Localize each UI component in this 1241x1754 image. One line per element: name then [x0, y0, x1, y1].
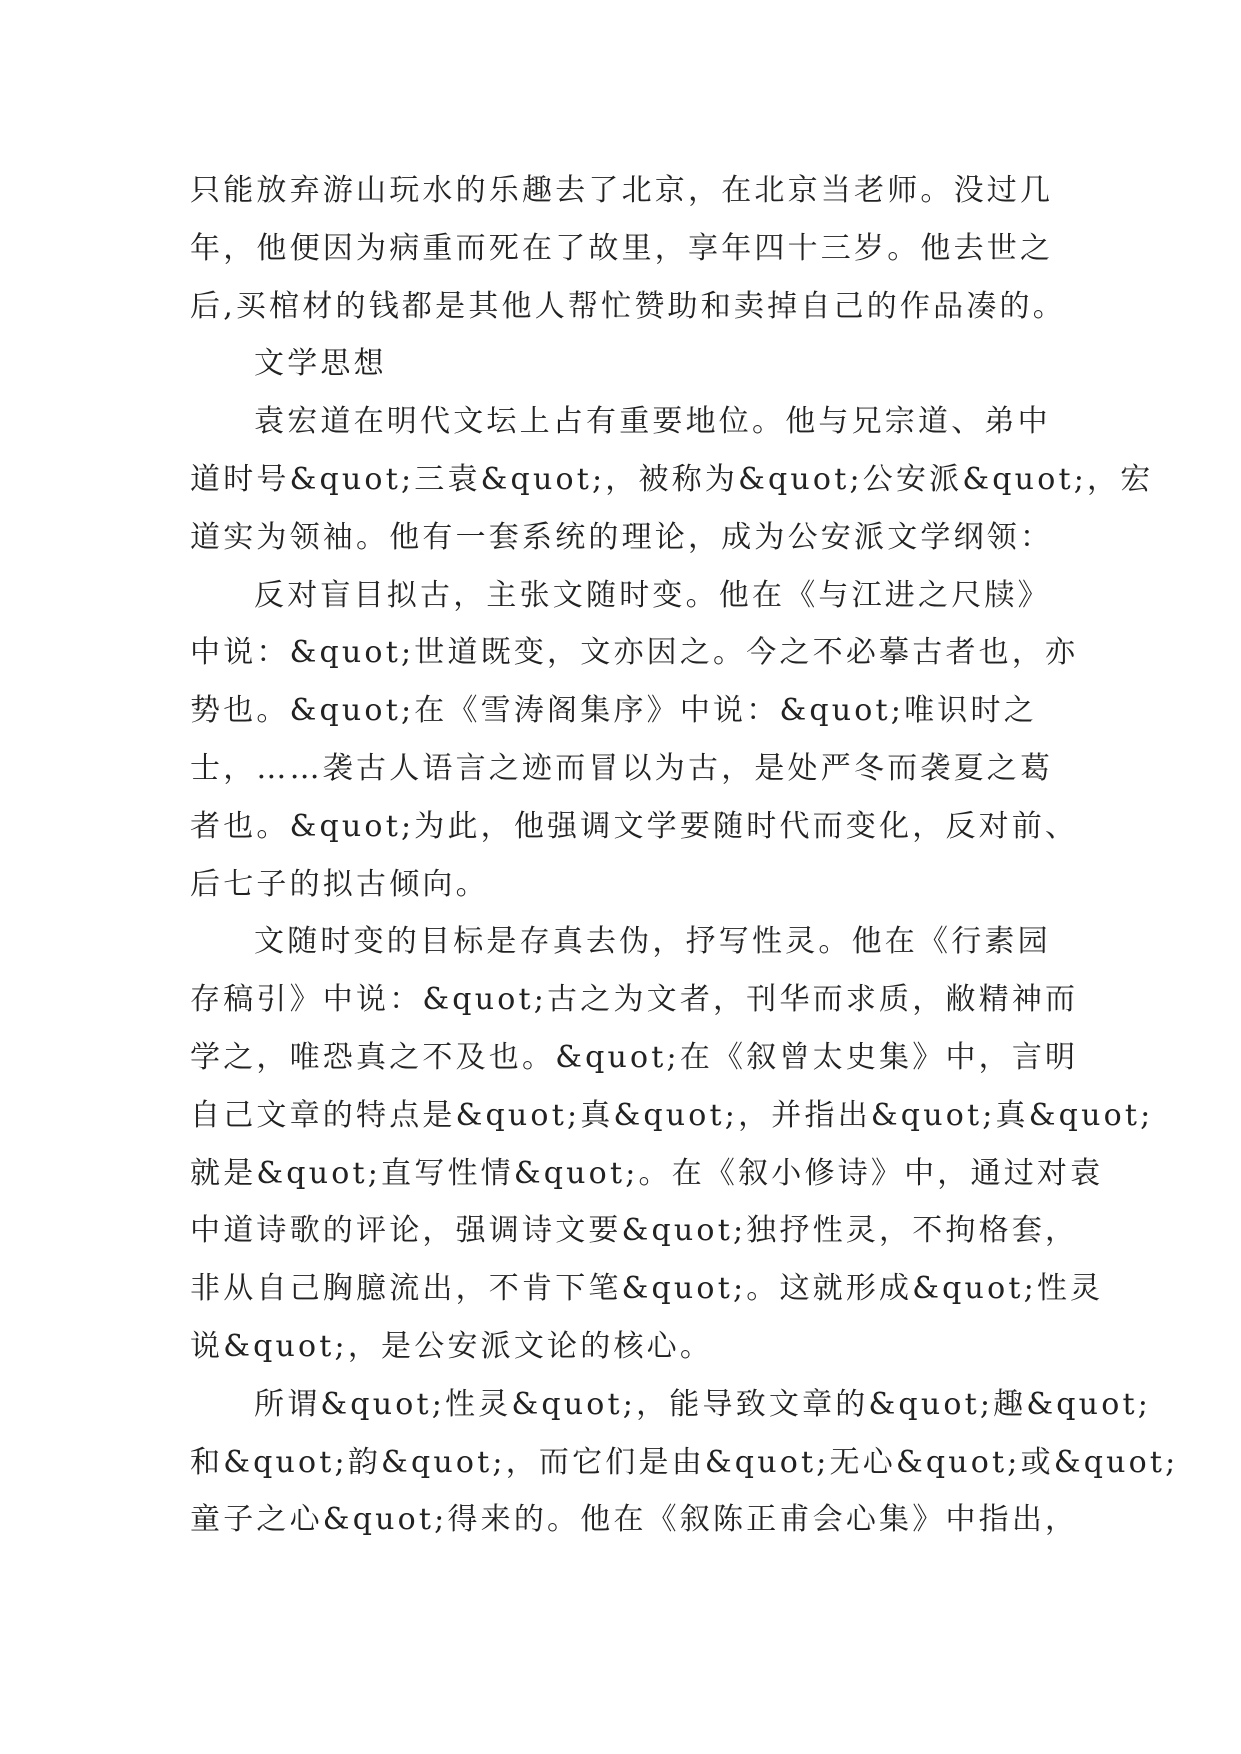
section-heading: 文学思想 — [254, 346, 387, 382]
text-line: 年，他便因为病重而死在了故里，享年四十三岁。他去世之 — [190, 230, 1054, 266]
text-line: 自己文章的特点是&quot;真&quot;，并指出&quot;真&quot; — [190, 1097, 1154, 1133]
paragraph-start-line: 所谓&quot;性灵&quot;，能导致文章的&quot;趣&quot; — [254, 1386, 1152, 1422]
text-line: 童子之心&quot;得来的。他在《叙陈正甫会心集》中指出， — [190, 1502, 1079, 1538]
text-line: 中道诗歌的评论，强调诗文要&quot;独抒性灵，不拘格套， — [190, 1213, 1079, 1249]
text-line: 说&quot;，是公安派文论的核心。 — [190, 1328, 714, 1364]
text-line: 者也。&quot;为此，他强调文学要随时代而变化，反对前、 — [190, 808, 1079, 844]
text-line: 学之，唯恐真之不及也。&quot;在《叙曾太史集》中，言明 — [190, 1039, 1079, 1075]
text-line: 道实为领袖。他有一套系统的理论，成为公安派文学纲领： — [190, 519, 1054, 555]
paragraph-start-line: 文随时变的目标是存真去伪，抒写性灵。他在《行素园 — [254, 924, 1051, 960]
text-line: 和&quot;韵&quot;，而它们是由&quot;无心&quot;或&quot; — [190, 1444, 1179, 1480]
text-line: 只能放弃游山玩水的乐趣去了北京，在北京当老师。没过几 — [190, 173, 1054, 208]
paragraph-start-line: 袁宏道在明代文坛上占有重要地位。他与兄宗道、弟中 — [254, 404, 1051, 440]
text-line: 后,买棺材的钱都是其他人帮忙赞助和卖掉自己的作品凑的。 — [190, 288, 1066, 324]
text-line: 士，……袭古人语言之迹而冒以为古，是处严冬而袭夏之葛 — [190, 750, 1054, 786]
text-line: 势也。&quot;在《雪涛阁集序》中说：&quot;唯识时之 — [190, 693, 1037, 729]
text-line: 道时号&quot;三袁&quot;，被称为&quot;公安派&quot;，宏 — [190, 461, 1154, 497]
paragraph-start-line: 反对盲目拟古，主张文随时变。他在《与江进之尺牍》 — [254, 577, 1051, 613]
text-line: 中说：&quot;世道既变，文亦因之。今之不必摹古者也，亦 — [190, 635, 1079, 671]
document-body — [190, 162, 1179, 1549]
text-line: 非从自己胸臆流出，不肯下笔&quot;。这就形成&quot;性灵 — [190, 1271, 1104, 1307]
text-line: 就是&quot;直写性情&quot;。在《叙小修诗》中，通过对袁 — [190, 1155, 1104, 1191]
text-line: 后七子的拟古倾向。 — [190, 866, 489, 902]
text-line: 存稿引》中说：&quot;古之为文者，刊华而求质，敝精神而 — [190, 982, 1079, 1018]
